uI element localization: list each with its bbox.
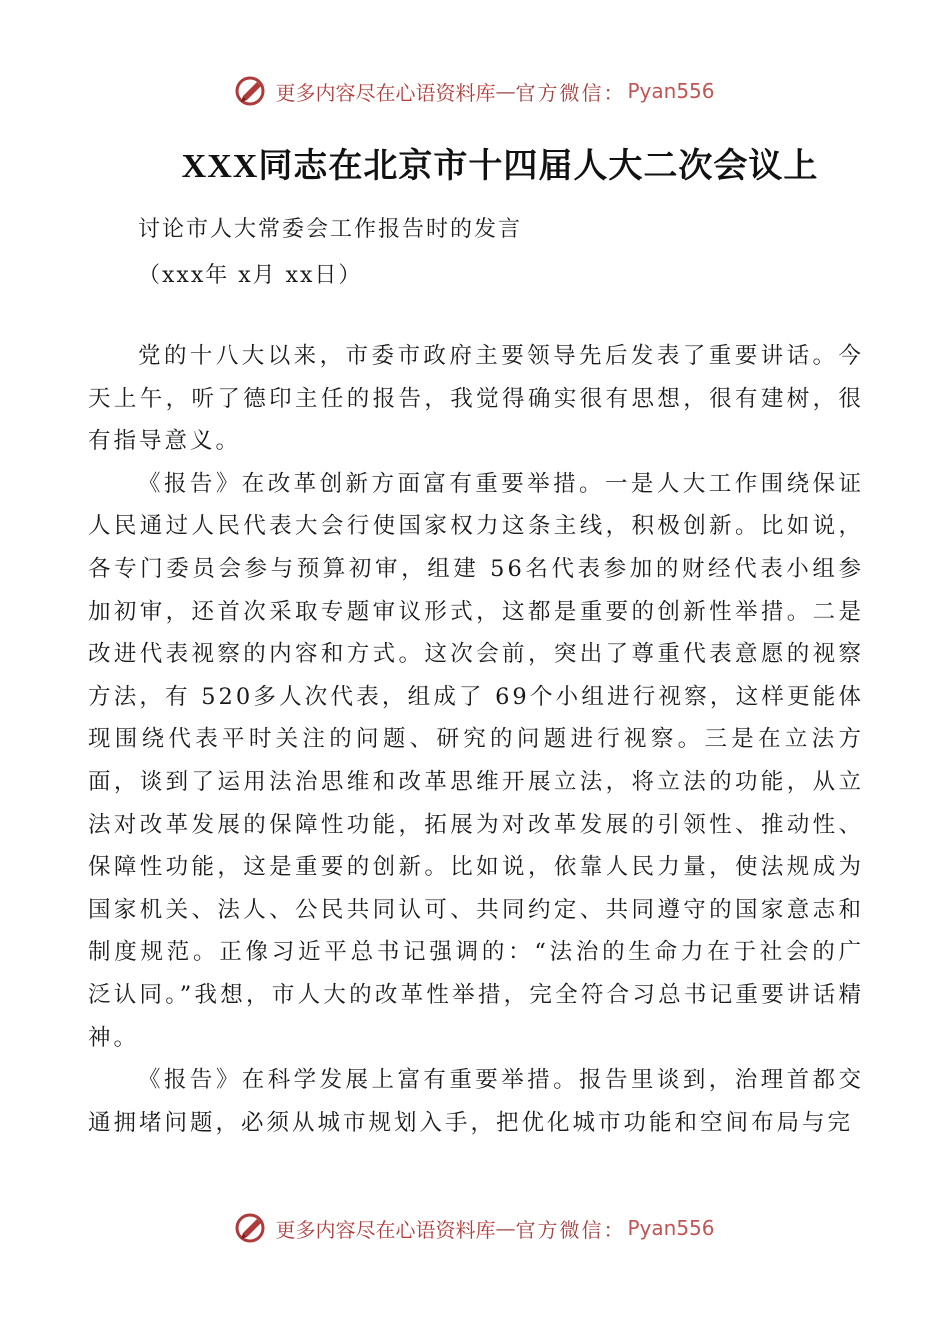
paragraph: 《报告》在科学发展上富有重要举措。报告里谈到，治理首都交通拥堵问题，必须从城市规划入手，把优化城市功能和空间布局与完 (88, 1067, 864, 1136)
pen-logo-icon (235, 74, 269, 108)
document-subtitle: 讨论市人大常委会工作报告时的发言 (138, 217, 523, 242)
paragraph: 《报告》在改革创新方面富有重要举措。一是人大工作围绕保证人民通过人民代表大会行使国家权力这条主线，积极创新。比如说，各专门委员会参与预算初审，组建 56名代表参加的财经代表小组参加初审，还首次采取专题审议形式，这都是重要的创新性举措。二是改进代表视察的内容和方式。这次会前，突出了尊重代表意愿的视察方法，有 520多人次代表，组成了 69个小组进行视察，这样更能体现围绕代表平时关注的问题、研究的问题进行视察。三是在立法方面，谈到了运用法治思维和改革思维开展立法，将立法的功能，从立法对改革发展的保障性功能，拓展为对改革发展的引领性、推动性、保障性功能，这是重要的创新。比如说，依靠人民力量，使法规成为国家机关、法人、公民共同认可、共同约定、共同遵守的国家意志和制度规范。正像习近平总书记强调的：“法治的生命力在于社会的广泛认同。”我想，市人大的改革性举措，完全符合习总书记重要讲话精神。 (88, 470, 864, 1051)
banner-dash: — (495, 79, 516, 103)
banner-wechat-label: 官方微信： (515, 1217, 626, 1242)
banner-wechat-id: Pyan556 (627, 1216, 715, 1240)
banner-main-text: 更多内容尽在心语资料库 (275, 80, 496, 105)
header-banner (0, 74, 950, 108)
banner-dash: — (495, 1216, 516, 1240)
banner-main-text: 更多内容尽在心语资料库 (275, 1217, 496, 1242)
document-title: XXX同志在北京市十四届人大二次会议上 (181, 148, 819, 185)
pen-logo-icon (235, 1211, 269, 1245)
banner-wechat-label: 官方微信： (515, 80, 626, 105)
document-date: （xxx年 x月 xx日） (138, 263, 363, 288)
document-body (88, 335, 864, 1144)
footer-banner (0, 1211, 950, 1245)
banner-wechat-id: Pyan556 (627, 79, 715, 103)
paragraph: 党的十八大以来，市委市政府主要领导先后发表了重要讲话。今天上午，听了德印主任的报告，我觉得确实很有思想，很有建树，很有指导意义。 (88, 343, 864, 455)
